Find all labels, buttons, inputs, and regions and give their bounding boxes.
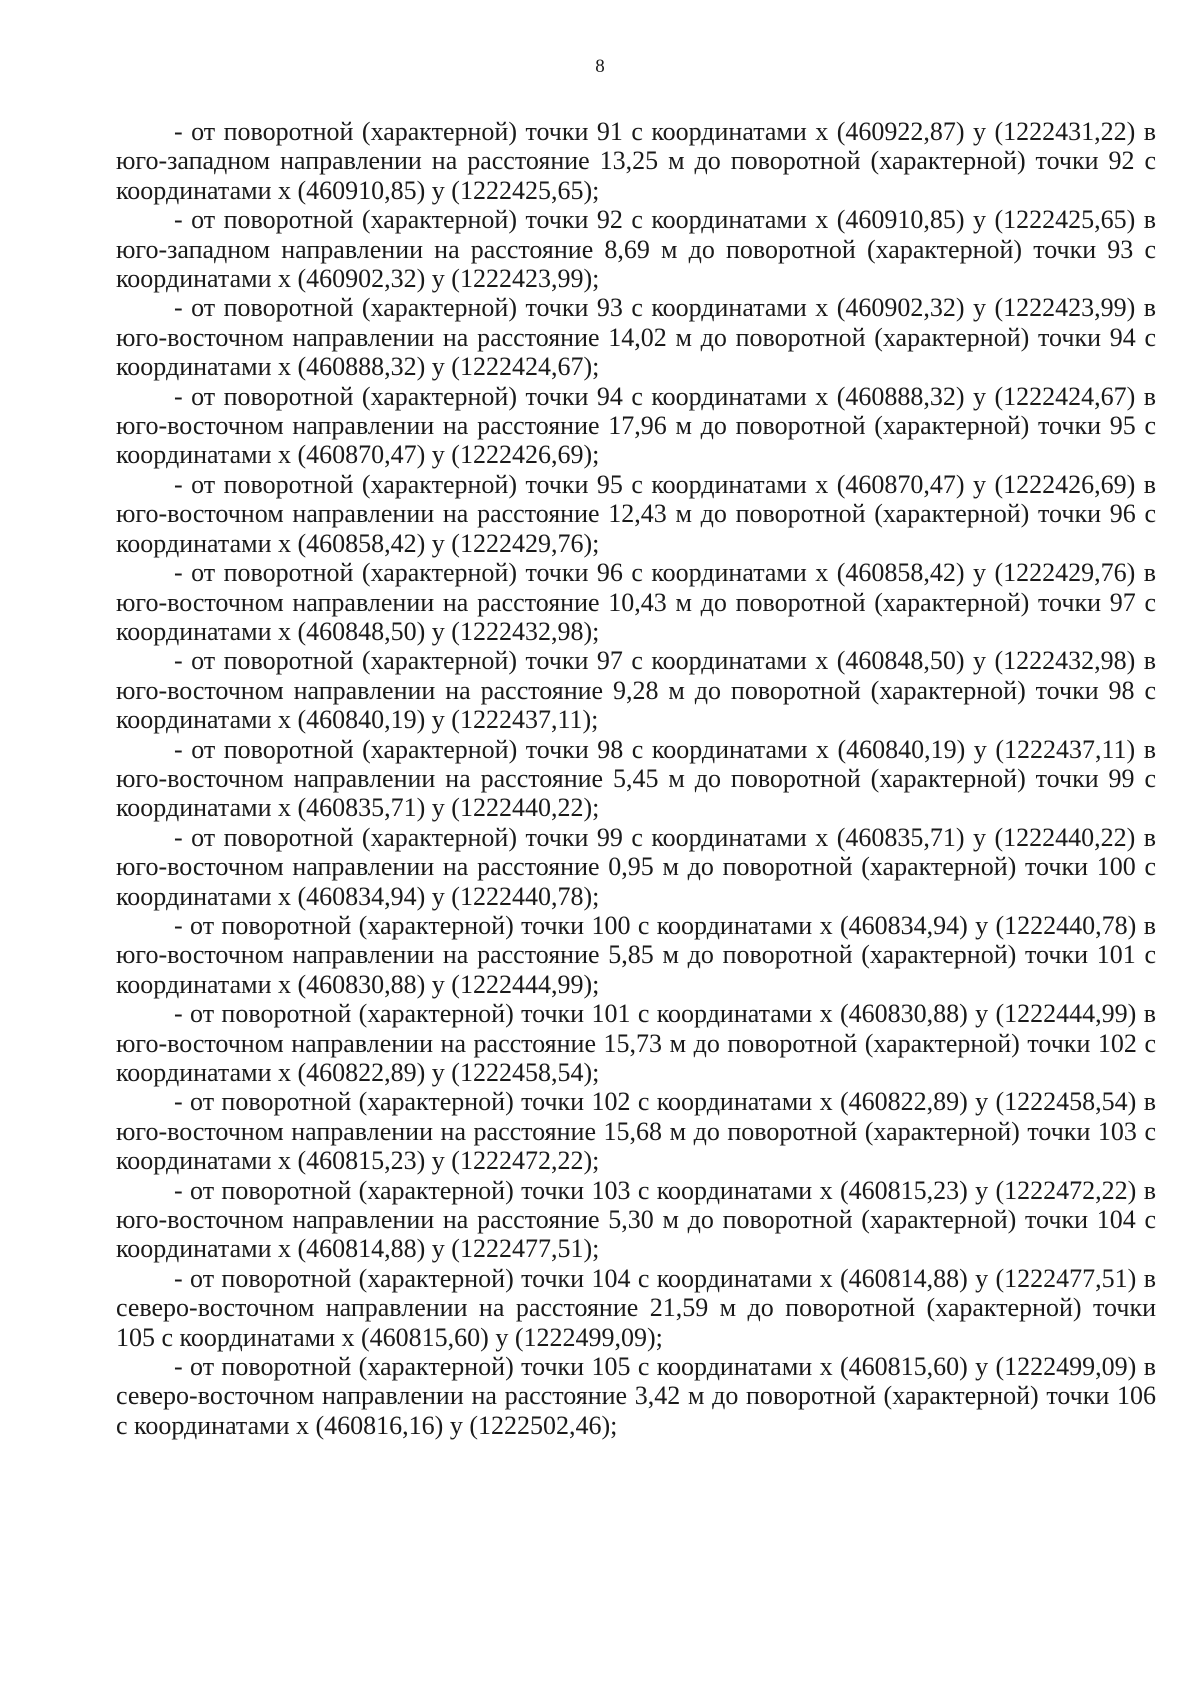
paragraph-segment-101-102: - от поворотной (характерной) точки 101 с координатами х (460830,88) у (1222444,99) в юго-восточном направлении на расстояние 15,73 м до поворотной (характерной) точки 102 с координатами х (460822,89) у (1222458,54); <box>116 999 1156 1087</box>
document-body <box>116 117 1156 1440</box>
page-number: 8 <box>595 56 605 77</box>
paragraph-segment-91-92: - от поворотной (характерной) точки 91 с координатами х (460922,87) у (1222431,22) в юго-западном направлении на расстояние 13,25 м до поворотной (характерной) точки 92 с координатами х (460910,85) у (1222425,65); <box>116 117 1156 205</box>
paragraph-segment-104-105: - от поворотной (характерной) точки 104 с координатами х (460814,88) у (1222477,51) в северо-восточном направлении на расстояние 21,59 м до поворотной (характерной) точки 105 с координатами х (460815,60) у (1222499,09); <box>116 1263 1156 1352</box>
paragraph-segment-102-103: - от поворотной (характерной) точки 102 с координатами х (460822,89) у (1222458,54) в юго-восточном направлении на расстояние 15,68 м до поворотной (характерной) точки 103 с координатами х (460815,23) у (1222472,22); <box>116 1087 1156 1176</box>
paragraph-segment-92-93: - от поворотной (характерной) точки 92 с координатами х (460910,85) у (1222425,65) в юго-западном направлении на расстояние 8,69 м до поворотной (характерной) точки 93 с координатами х (460902,32) у (1222423,99); <box>116 205 1156 294</box>
paragraph-segment-94-95: - от поворотной (характерной) точки 94 с координатами х (460888,32) у (1222424,67) в юго-восточном направлении на расстояние 17,96 м до поворотной (характерной) точки 95 с координатами х (460870,47) у (1222426,69); <box>116 381 1156 470</box>
paragraph-segment-95-96: - от поворотной (характерной) точки 95 с координатами х (460870,47) у (1222426,69) в юго-восточном направлении на расстояние 12,43 м до поворотной (характерной) точки 96 с координатами х (460858,42) у (1222429,76); <box>116 469 1156 558</box>
paragraph-segment-93-94: - от поворотной (характерной) точки 93 с координатами х (460902,32) у (1222423,99) в юго-восточном направлении на расстояние 14,02 м до поворотной (характерной) точки 94 с координатами х (460888,32) у (1222424,67); <box>116 293 1156 382</box>
paragraph-segment-99-100: - от поворотной (характерной) точки 99 с координатами х (460835,71) у (1222440,22) в юго-восточном направлении на расстояние 0,95 м до поворотной (характерной) точки 100 с координатами х (460834,94) у (1222440,78); <box>116 822 1156 911</box>
paragraph-segment-103-104: - от поворотной (характерной) точки 103 с координатами х (460815,23) у (1222472,22) в юго-восточном направлении на расстояние 5,30 м до поворотной (характерной) точки 104 с координатами х (460814,88) у (1222477,51); <box>116 1175 1156 1264</box>
paragraph-segment-96-97: - от поворотной (характерной) точки 96 с координатами х (460858,42) у (1222429,76) в юго-восточном направлении на расстояние 10,43 м до поворотной (характерной) точки 97 с координатами х (460848,50) у (1222432,98); <box>116 558 1156 646</box>
paragraph-segment-105-106: - от поворотной (характерной) точки 105 с координатами х (460815,60) у (1222499,09) в северо-восточном направлении на расстояние 3,42 м до поворотной (характерной) точки 106 с координатами х (460816,16) у (1222502,46); <box>116 1352 1156 1440</box>
paragraph-segment-98-99: - от поворотной (характерной) точки 98 с координатами х (460840,19) у (1222437,11) в юго-восточном направлении на расстояние 5,45 м до поворотной (характерной) точки 99 с координатами х (460835,71) у (1222440,22); <box>116 734 1156 823</box>
paragraph-segment-100-101: - от поворотной (характерной) точки 100 с координатами х (460834,94) у (1222440,78) в юго-восточном направлении на расстояние 5,85 м до поворотной (характерной) точки 101 с координатами х (460830,88) у (1222444,99); <box>116 910 1156 999</box>
paragraph-segment-97-98: - от поворотной (характерной) точки 97 с координатами х (460848,50) у (1222432,98) в юго-восточном направлении на расстояние 9,28 м до поворотной (характерной) точки 98 с координатами х (460840,19) у (1222437,11); <box>116 646 1156 735</box>
